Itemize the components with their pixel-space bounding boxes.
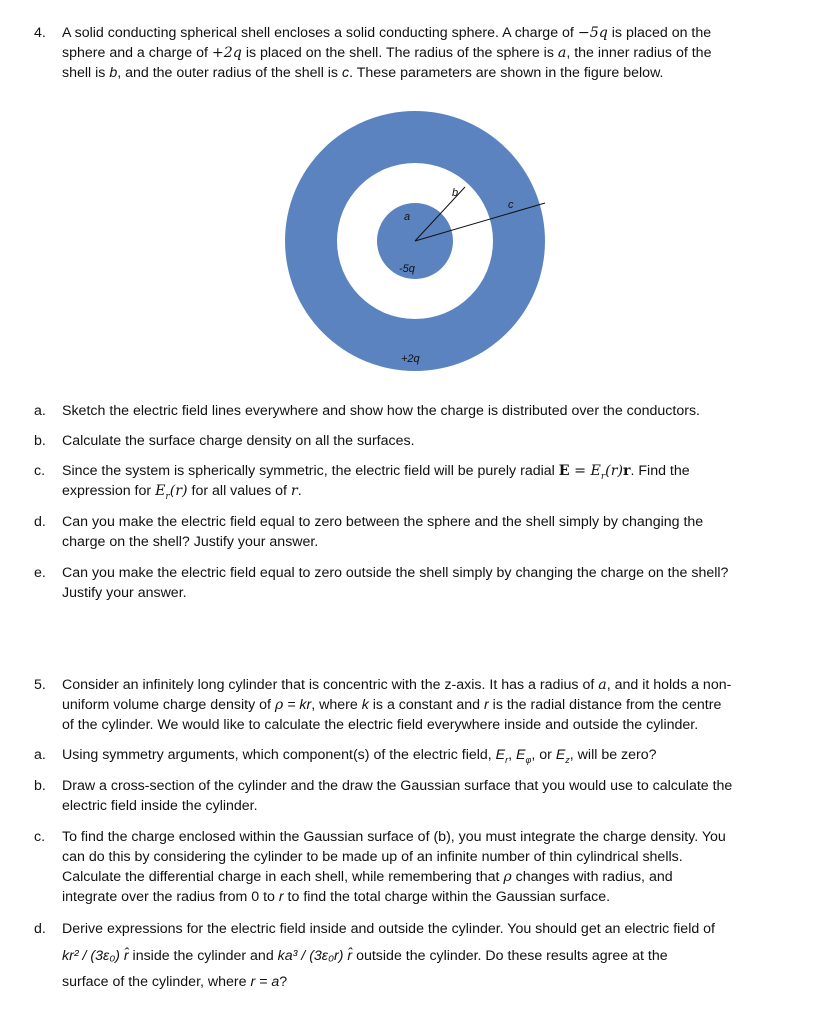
label-a: a	[404, 211, 411, 223]
q5-part-c-line-1: To find the charge enclosed within the Gaussian surface of (b), you must integrate the charge density. You	[62, 829, 726, 845]
q4-part-d-letter: d.	[34, 514, 46, 530]
q4-part-e-line-1: Can you make the electric field equal to zero outside the shell simply by changing the charge on the shell?	[62, 565, 729, 581]
q4-part-c-line-1: Since the system is spherically symmetric, the electric field will be purely radial $E = E_r(r)r$. Find the	[62, 463, 690, 482]
q4-text-line-2: sphere and a charge of +2q is placed on the shell. The radius of the sphere is a, the inner radius of the	[62, 45, 712, 61]
q5-part-c-line-4: integrate over the radius from 0 to r to find the total charge within the Gaussian surface.	[62, 889, 611, 905]
q5-part-a-letter: a.	[34, 747, 46, 763]
q4-part-a-letter: a.	[34, 403, 46, 419]
concentric-sphere-shell-figure	[0, 0, 836, 400]
q4-text-line-3: shell is b, and the outer radius of the shell is c. These parameters are shown in the figure below.	[62, 65, 664, 81]
q5-part-a-text: Using symmetry arguments, which component(s) of the electric field, $E_r$, $E_\varphi$, or $E_z$, will be zero?	[62, 747, 657, 765]
q5-part-d-letter: d.	[34, 921, 46, 937]
q4-part-e-letter: e.	[34, 565, 46, 581]
q4-part-d-line-1: Can you make the electric field equal to zero between the sphere and the shell simply by changing the	[62, 514, 704, 530]
q4-part-c-letter: c.	[34, 463, 46, 479]
q5-part-c-line-3: Calculate the differential charge in each shell, while remembering that ρ changes with radius, and	[62, 869, 673, 885]
q4-text-line-1: A solid conducting spherical shell encloses a solid conducting sphere. A charge of −5q is placed on the	[62, 25, 712, 41]
label-outer-charge: +2q	[401, 353, 420, 365]
q4-part-b-letter: b.	[34, 433, 46, 449]
q5-part-c-letter: c.	[34, 829, 46, 845]
q5-part-b-line-2: electric field inside the cylinder.	[62, 798, 258, 814]
field-inside-expression: kr² / (3ε₀) r̂	[62, 948, 129, 964]
q4-part-e-line-2: Justify your answer.	[62, 585, 187, 601]
question-4-number: 4.	[34, 25, 46, 41]
question-5-number: 5.	[34, 677, 46, 693]
field-outside-expression: ka³ / (3ε₀r) r̂	[277, 948, 353, 964]
q5-part-b-letter: b.	[34, 778, 46, 794]
q5-part-c-line-2: can do this by considering the cylinder to be made up of an infinite number of thin cylindrical shells.	[62, 849, 683, 865]
q4-part-c-line-2: expression for $E_r(r)$ for all values of r.	[62, 483, 302, 502]
label-b: b	[452, 187, 459, 199]
label-inner-charge: -5q	[399, 263, 415, 275]
q5-text-line-1: Consider an infinitely long cylinder that is concentric with the z-axis. It has a radius of a, and it holds a non-	[62, 677, 732, 693]
q4-part-d-line-2: charge on the shell? Justify your answer.	[62, 534, 319, 550]
q5-text-line-2: uniform volume charge density of ρ = kr, where k is a constant and r is the radial distance from the centre	[62, 697, 722, 713]
q5-part-d-line-2: kr² / (3ε₀) r̂ inside the cylinder and ka³ / (3ε₀r) r̂ outside the cylinder. Do these results agree at the	[62, 948, 668, 964]
q5-part-b-line-1: Draw a cross-section of the cylinder and the draw the Gaussian surface that you would use to calculate the	[62, 778, 733, 794]
q5-part-d-line-3: surface of the cylinder, where r = a?	[62, 974, 288, 990]
q5-part-d-line-1: Derive expressions for the electric field inside and outside the cylinder. You should get an electric field of	[62, 921, 716, 937]
q4-part-a-text: Sketch the electric field lines everywhere and show how the charge is distributed over the conductors.	[62, 403, 700, 419]
q5-text-line-3: of the cylinder. We would like to calculate the electric field everywhere inside and outside the cylinder.	[62, 717, 699, 733]
q4-part-b-text: Calculate the surface charge density on all the surfaces.	[62, 433, 415, 449]
label-c: c	[508, 199, 514, 211]
